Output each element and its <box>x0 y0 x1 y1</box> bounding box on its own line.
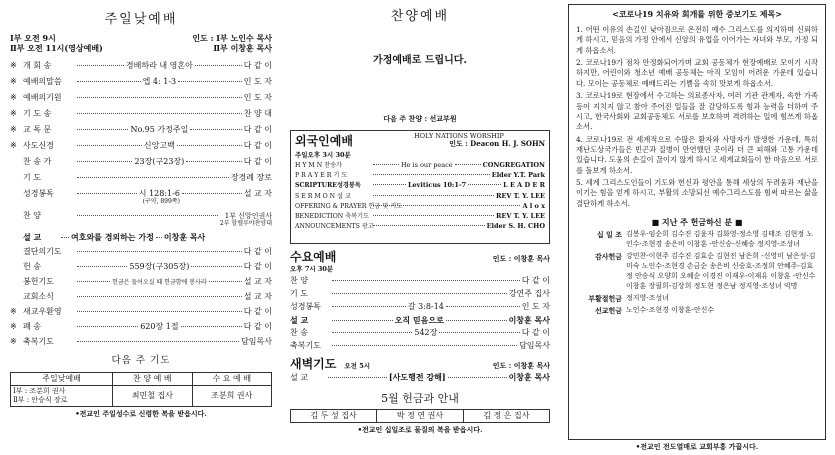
order-label: 새교우환영 <box>23 307 62 317</box>
order-detail <box>143 77 176 87</box>
order-mark: ※ <box>10 141 17 151</box>
order-person: 다 같 이 <box>521 275 550 285</box>
order-row <box>295 192 545 201</box>
dawn-prayer-title: 새벽기도 <box>290 356 337 371</box>
order-person: 설 교 자 <box>243 277 272 287</box>
order-row <box>295 181 545 190</box>
order-mark: ※ <box>10 77 17 87</box>
middle-footer: •전교인 십일조로 물질의 복을 받읍시다. <box>357 425 483 435</box>
order-person: 장경례 장로 <box>230 173 272 183</box>
table-cell-praise: 최민철 집사 <box>113 386 192 407</box>
order-row <box>10 61 272 71</box>
may-usher-3: 김 정 은 집사 <box>463 410 549 423</box>
wednesday-service-time: 오후 7시 30분 <box>290 264 334 273</box>
order-detail <box>414 328 437 338</box>
may-offering-title: 5월 헌금과 안내 <box>381 391 459 405</box>
wednesday-service-order <box>290 276 550 351</box>
order-label: 예배의기원 <box>23 93 62 103</box>
foreign-service-english: HOLY NATIONS WORSHIP <box>414 132 504 140</box>
part1-leader: 인도 : Ⅰ부 노인수 목사 <box>192 33 272 44</box>
order-label: BENEDICTION 축복기도 <box>295 213 370 221</box>
order-row <box>295 222 545 231</box>
order-label: S E R M O N 설 교 <box>295 192 351 200</box>
order-label: 찬 송 <box>290 327 308 337</box>
order-person: A l o x <box>522 201 545 210</box>
offering-names: 강민찬-이현주 김수진 김효순 김현진 남은희 -신영미 남은성-김미숙 노인수-조현경 손금순 송은비 신승호-조정희 안혜주-김효정 안승식 오양희 오혜순 이경진 이재우-이재유 이창훈 -안신수 이창훈 장필희-김상희 정도현 정은남 정지영-조성녀 익명 <box>626 251 816 290</box>
order-detail <box>395 315 444 325</box>
order-detail-text: Leviticus 10:1-7 <box>407 181 467 190</box>
wednesday-service-leader: 인도 : 이창훈 목사 <box>492 253 550 263</box>
order-label: 성경봉독 <box>23 189 54 199</box>
dawn-prayer-leader: 인도 : 이창훈 목사 <box>492 360 550 370</box>
sermon-row <box>10 232 272 242</box>
sunday-service-title: 주일낮예배 <box>104 12 178 27</box>
offering-type: 감사헌금 <box>594 251 622 261</box>
order-label: 찬 양 <box>290 275 308 285</box>
order-row <box>290 341 550 351</box>
order-detail <box>129 262 189 272</box>
foreign-service-box <box>290 130 550 244</box>
order-detail <box>408 181 466 189</box>
dawn-prayer-time: 오전 5시 <box>344 361 370 370</box>
choir-row <box>10 211 272 228</box>
order-person: 다 같 이 <box>243 307 272 317</box>
order-person: L E A D E R <box>503 181 545 190</box>
order-person: 다 같 이 <box>243 322 272 332</box>
may-usher-1: 김 두 성 집사 <box>291 410 377 423</box>
order-person: 다 같 이 <box>243 262 272 272</box>
order-detail <box>139 189 180 206</box>
order-row <box>10 247 272 257</box>
dawn-sermon-preacher: 이창훈 목사 <box>508 371 550 382</box>
prayer-topic: 2. 코로나19가 점차 안정화되어가며 교회 공동체가 현장예배로 모이기 시작하지만, 어린이와 청소년 예배 공동체는 아직 모임이 어려운 가운데 있습니다. 모이는 공동체로 예배드리는 기쁨을 속히 맛보게 하옵소서. <box>576 58 818 88</box>
order-label: ANNOUNCEMENTS 광고 <box>295 223 374 231</box>
order-row <box>10 322 272 332</box>
order-label: 축복기도 <box>290 340 321 350</box>
sermon-title: 여호와를 경외하는 가정 <box>71 232 154 243</box>
prayer-topics-list <box>576 25 818 209</box>
order-person: 다 같 이 <box>521 327 550 337</box>
order-label: 설 교 <box>290 314 309 325</box>
order-person: 인 도 자 <box>243 77 272 87</box>
order-row <box>295 161 545 170</box>
may-usher-2: 박 정 연 권사 <box>377 410 463 423</box>
offering-type: 십 일 조 <box>596 230 622 240</box>
order-row <box>10 141 272 151</box>
offering-row <box>576 252 818 292</box>
order-detail-text: 620장 1절 <box>140 322 179 332</box>
order-label: 예배의말씀 <box>23 77 62 87</box>
order-detail <box>408 302 444 312</box>
order-detail-text: 헌금은 들어오실 때 헌금함에 봉사라 <box>112 279 207 287</box>
order-detail-text: 시 128:1-6 <box>138 189 180 199</box>
order-detail-text: He is our peace <box>400 160 453 169</box>
order-label: 사도신경 <box>23 141 54 151</box>
order-mark: ※ <box>10 109 17 119</box>
next-prayer-table <box>10 372 272 407</box>
order-detail-text: 23장(구23장) <box>134 157 185 167</box>
order-row <box>295 202 545 211</box>
order-row <box>290 315 550 325</box>
order-person: REV T. Y. LEE <box>496 212 545 221</box>
order-label: 찬 송 가 <box>23 157 52 167</box>
order-detail <box>112 279 207 287</box>
may-offering-table <box>290 409 550 423</box>
order-person: Elder S. H. CHO <box>486 222 545 231</box>
order-detail-sub: (구약, 899쪽) <box>142 198 180 206</box>
order-row <box>290 289 550 299</box>
order-mark: ※ <box>10 307 17 317</box>
order-detail-text: 갈 3:8-14 <box>407 301 444 311</box>
order-row <box>10 307 272 317</box>
offering-names: 김봉우-임순희 김수진 김윤자 김화영-정소영 김태조 김현정 노인수-조현경 송은비 이창훈 -안신승-신혜승 정지영-조성녀 <box>626 230 814 249</box>
order-label: 축복기도 <box>23 337 54 347</box>
order-person: 담임목사 <box>241 337 272 347</box>
offering-row <box>576 230 818 250</box>
offering-list-title: ■ 지난 주 헌금하신 분 ■ <box>651 217 743 228</box>
order-row <box>10 77 272 87</box>
prayer-topic: 5. 세계 그리스도인들이 기도와 헌신과 평안을 통해 세상의 두려움과 재난을 이기는 힘을 얻게 하시고, 부활의 소망되신 예수그리스도를 힘써 따르는 삶을 결단하게 하소서. <box>576 178 818 208</box>
sunday-service-column <box>10 0 272 455</box>
order-of-service <box>10 61 272 206</box>
order-label: 기 도 <box>23 173 41 183</box>
order-label: H Y M N 찬송가 <box>295 161 343 169</box>
sermon-label: 설 교 <box>23 232 42 243</box>
foreign-service-title: 외국인예배 <box>295 133 353 148</box>
order-row <box>10 262 272 272</box>
order-mark: ※ <box>10 61 17 71</box>
order-row <box>10 173 272 183</box>
foreign-service-order <box>295 161 545 231</box>
part1-time: Ⅰ부 오전 9시 <box>10 33 56 44</box>
order-row <box>10 93 272 103</box>
order-person: 담임목사 <box>519 340 550 350</box>
offering-names: 정지영-조성녀 <box>626 293 669 302</box>
left-footer: •전교인 주일성수로 신령한 복을 받읍시다. <box>75 408 207 418</box>
choir-second: 2부 할렐루야찬양대 <box>219 220 272 228</box>
order-row <box>10 292 272 302</box>
order-detail <box>126 61 193 71</box>
offering-row <box>576 294 818 304</box>
order-detail-text: 엡 4: 1-3 <box>142 77 177 87</box>
prayer-topics-title: <코로나19 치유와 회개를 위한 중보기도 제목> <box>612 9 782 19</box>
order-detail-text: No.95 가정주일 <box>130 125 189 135</box>
choir-first: 1부 신앙인권사 <box>224 211 272 220</box>
order-row <box>290 328 550 338</box>
order-label: P R A Y E R 기 도 <box>295 172 348 180</box>
table-cell-part1: Ⅰ부 : 조분희 권사 <box>13 387 66 396</box>
table-cell-wednesday: 조분희 권사 <box>192 386 271 407</box>
order-detail-text: 오직 믿음으로 <box>394 314 444 325</box>
order-label: 기 도 송 <box>23 109 52 119</box>
sermon-preacher: 이창훈 목사 <box>163 232 206 243</box>
order-detail-text: 경배하라 내 영혼아 <box>125 61 193 71</box>
order-label: 성경봉독 <box>290 301 321 311</box>
order-person: REV T. Y. LEE <box>496 191 545 200</box>
order-detail <box>134 157 184 167</box>
order-person: 찬 양 대 <box>243 109 272 119</box>
foreign-service-time: 주일오후 3시 30분 <box>295 150 351 159</box>
praise-service-title: 찬양예배 <box>390 9 450 24</box>
order-mark: ※ <box>10 125 17 135</box>
offering-row <box>576 306 818 316</box>
order-row <box>10 109 272 119</box>
dawn-sermon-label: 설 교 <box>290 372 308 382</box>
order-detail <box>130 125 188 135</box>
part2-time: Ⅱ부 오전 11시(영상예배) <box>10 43 103 54</box>
order-row <box>290 302 550 312</box>
dawn-sermon-row <box>290 372 550 383</box>
table-header-wednesday: 수 요 예 배 <box>192 373 271 386</box>
order-detail <box>144 141 175 151</box>
order-label: 교회소식 <box>23 292 54 302</box>
table-header-praise: 찬 양 예 배 <box>113 373 192 386</box>
order-label: OFFERING & PRAYER 헌금 및 기도 <box>295 202 403 210</box>
offering-type: 선교헌금 <box>594 305 622 315</box>
order-row <box>10 189 272 206</box>
order-row <box>290 276 550 286</box>
order-person: 이창훈 목사 <box>508 314 550 325</box>
order-row <box>10 337 272 347</box>
order-row <box>10 277 272 287</box>
table-header-sunday: 주일낮예배 <box>11 373 113 386</box>
wednesday-service-title: 수요예배 <box>290 249 337 264</box>
order-detail <box>140 322 178 332</box>
next-praise: 다음 주 찬양 : 선교부원 <box>383 113 457 123</box>
offering-names: 노인수-조현경 이창훈-안신수 <box>626 305 715 314</box>
order-row <box>295 212 545 221</box>
order-person: 다 같 이 <box>243 141 272 151</box>
order-person: 다 같 이 <box>243 61 272 71</box>
order-of-service-2 <box>10 247 272 347</box>
order-person: CONGREGATION <box>482 160 545 169</box>
right-footer: •전교인 전도열매로 교회부흥 가꿉시다. <box>635 442 759 451</box>
order-person: Elder Y.T. Park <box>491 171 545 180</box>
order-detail-text: 559장(구305장) <box>129 262 190 272</box>
order-person: 다 같 이 <box>243 125 272 135</box>
order-detail-text: 신앙고백 <box>143 141 175 151</box>
order-label: 헌 송 <box>23 262 41 272</box>
middle-column <box>290 0 550 455</box>
order-label: 봉헌기도 <box>23 277 54 287</box>
prayer-topic: 4. 코로나19로 전 세계적으로 수많은 환자와 사망자가 발생한 가운데, 특히 재난도상국가들은 빈곤과 질병이 만연했던 곳이라 더 큰 피해와 고통 가운데 있습니다. 도움의 손길이 끊이지 않게 하시고 세계교회들이 한 마음으로 서로를 돌보게 하소서. <box>576 134 818 175</box>
order-person: 인 도 자 <box>521 301 550 311</box>
order-row <box>295 171 545 180</box>
order-mark: ※ <box>10 322 17 332</box>
part2-leader: Ⅱ부 이창훈 목사 <box>213 43 272 54</box>
order-row <box>10 125 272 135</box>
order-label: 폐 송 <box>23 322 41 332</box>
order-mark: ※ <box>10 93 17 103</box>
order-row <box>10 157 272 167</box>
order-detail <box>401 161 453 169</box>
prayer-topic: 3. 코로나19로 현장에서 수고하는 의료종사자, 여러 기관 관계자, 속한 가족 등이 지치지 않고 참아 주어진 일들을 잘 감당하도록 힘과 능력을 더하여 주시고, 한국사회와 교회공동체도 서로를 보호하며 격려하는 일에 힘쓰게 하옵소서. <box>576 91 818 132</box>
order-detail-text: 542장 <box>414 327 438 337</box>
next-prayer-title: 다음 주 기도 <box>111 355 171 367</box>
order-person: 강연주 집사 <box>508 288 550 298</box>
choir-label: 찬 양 <box>23 210 41 220</box>
order-person: 설 교 자 <box>243 292 272 302</box>
order-label: SCRIPTURE성경봉독 <box>295 182 361 190</box>
order-person: 인 도 자 <box>243 93 272 103</box>
order-person: 설 교 자 <box>243 189 272 199</box>
order-label: 기 도 <box>290 288 308 298</box>
order-label: 교 독 문 <box>23 125 52 135</box>
order-label: 결단의기도 <box>23 247 62 257</box>
right-column <box>568 0 826 455</box>
order-label: 개 회 송 <box>23 61 52 71</box>
order-person: 다 같 이 <box>243 157 272 167</box>
dawn-sermon-series: [사도행전 강해] <box>388 371 446 382</box>
order-mark: ※ <box>10 337 17 347</box>
offering-list <box>576 230 818 316</box>
prayer-topics-box <box>568 4 826 440</box>
praise-service-note: 가정예배로 드립니다. <box>373 55 467 67</box>
foreign-service-leader: 인도 : Deacon H. J. SOHN <box>449 139 545 149</box>
table-cell-part2: Ⅱ부 : 안승식 장로 <box>13 395 68 404</box>
order-person: 다 같 이 <box>243 247 272 257</box>
prayer-topic: 1. 어떤 이유의 손길인 낮아짐으로 온전히 예수 그리스도를 의지하며 신뢰하게 하시고, 믿음의 가정 안에서 신앙의 유업을 이어가는 자녀와 부모, 가정 되게 하옵소서. <box>576 25 818 55</box>
offering-type: 부활절헌금 <box>588 293 622 303</box>
